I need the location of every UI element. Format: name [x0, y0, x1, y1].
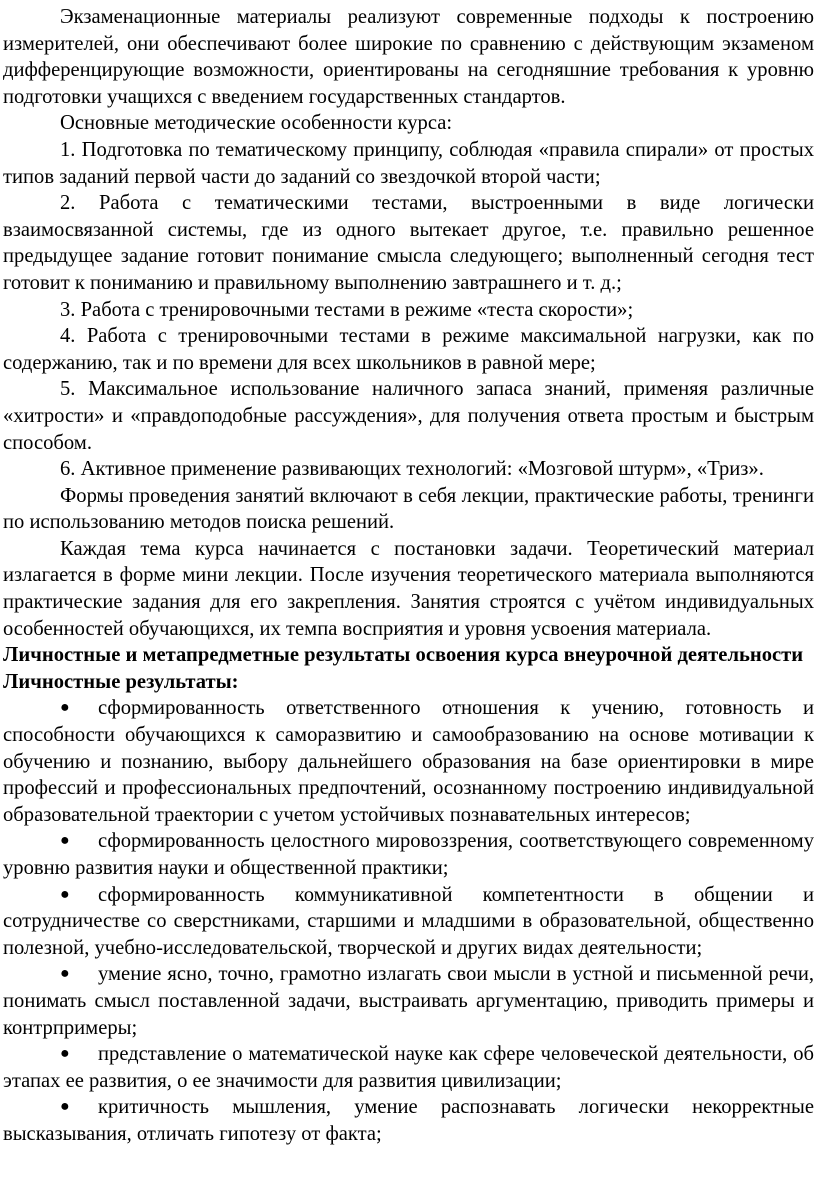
- bullet-icon: ●: [60, 699, 70, 717]
- course-paragraph: Каждая тема курса начинается с постановки задачи. Теоретический материал излагается в форме мини лекции. После изучения теоретического материала выполняются практические задания для его закрепления. Занятия строятся с учётом индивидуальных особенностей обучающихся, их темпа восприятия и уровня усвоения материала.: [3, 537, 814, 640]
- list-item-text: сформированность ответственного отношения к учению, готовность и способности обучающихся к саморазвитию и самообразованию на основе мотивации к обучению и познанию, выбору дальнейшего образования на базе ориентировки в мире профессий и профессиональных предпочтений, осознанному построению индивидуальной образовательной траектории с учетом устойчивых познавательных интересов;: [3, 697, 814, 826]
- features-heading: Основные методические особенности курса:: [60, 112, 453, 135]
- bullet-icon: ●: [60, 1045, 70, 1063]
- list-item: [3, 1041, 814, 1094]
- list-item-text: сформированность коммуникативной компетентности в общении и сотрудничестве со сверстниками, старшими и младшими в образовательной, общественно полезной, учебно-исследовательской, творческой и других видах деятельности;: [3, 883, 814, 959]
- list-item: [3, 828, 814, 881]
- list-item: [3, 1094, 814, 1147]
- feature-item-4: 4. Работа с тренировочными тестами в режиме максимальной нагрузки, как по содержанию, так и по времени для всех школьников в равной мере;: [3, 325, 814, 374]
- bullet-icon: ●: [60, 885, 70, 903]
- list-item: [3, 882, 814, 962]
- feature-item-5: 5. Максимальное использование наличного запаса знаний, применяя различные «хитрости» и «правдоподобные рассуждения», для получения ответа простым и быстрым способом.: [3, 378, 814, 454]
- personal-results-list: [3, 695, 814, 1147]
- list-item-text: критичность мышления, умение распознавать логически некорректные высказывания, отличать гипотезу от факта;: [3, 1096, 814, 1145]
- list-item-text: умение ясно, точно, грамотно излагать свои мысли в устной и письменной речи, понимать смысл поставленной задачи, выстраивать аргументацию, приводить примеры и контрпримеры;: [3, 963, 814, 1039]
- list-item: [3, 961, 814, 1041]
- document-page: [3, 4, 814, 1148]
- bullet-icon: ●: [60, 965, 70, 983]
- feature-item-1: 1. Подготовка по тематическому принципу, соблюдая «правила спирали» от простых типов заданий первой части до заданий со звездочкой второй части;: [3, 138, 814, 188]
- bullet-icon: ●: [60, 1098, 70, 1116]
- bullet-icon: ●: [60, 832, 70, 850]
- feature-item-3: 3. Работа с тренировочными тестами в режиме «теста скорости»;: [60, 298, 634, 321]
- forms-paragraph: Формы проведения занятий включают в себя лекции, практические работы, тренинги по использованию методов поиска решений.: [3, 484, 814, 534]
- list-item-text: представление о математической науке как сфере человеческой деятельности, об этапах ее развития, о ее значимости для развития цивилизации;: [3, 1043, 814, 1092]
- intro-paragraph: Экзаменационные материалы реализуют современные подходы к построению измерителей, они обеспечивают более широкие по сравнению с действующим экзаменом дифференцирующие возможности, ориентированы на сегодняшние требования к уровню подготовки учащихся с введением государственных стандартов.: [3, 6, 814, 108]
- list-item-text: сформированность целостного мировоззрения, соответствующего современному уровню развития науки и общественной практики;: [3, 830, 814, 879]
- feature-item-2: 2. Работа с тематическими тестами, выстроенными в виде логически взаимосвязанной системы, где из одного вытекает другое, т.е. правильно решенное предыдущее задание готовит понимание смысла следующего; выполненный сегодня тест готовит к пониманию и правильному выполнению завтрашнего и т. д.;: [3, 192, 814, 294]
- subsection-title: Личностные результаты:: [3, 670, 239, 693]
- section-title: Личностные и метапредметные результаты освоения курса внеурочной деятельности: [3, 644, 804, 667]
- list-item: [3, 695, 814, 828]
- feature-item-6: 6. Активное применение развивающих технологий: «Мозговой штурм», «Триз».: [60, 458, 764, 481]
